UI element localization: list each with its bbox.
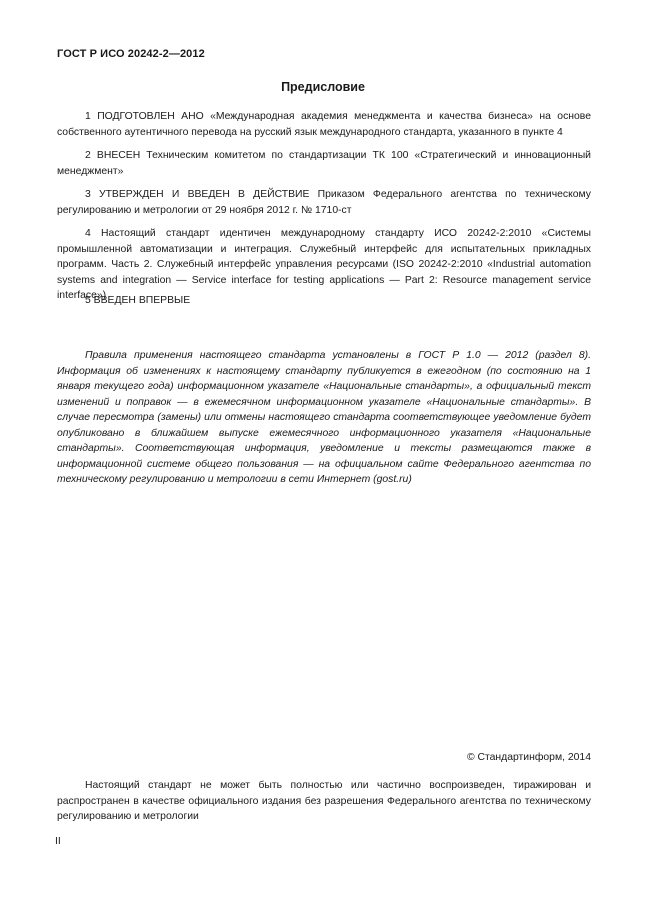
- reproduction-notice: Настоящий стандарт не может быть полностью или частично воспроизведен, тиражирован и распространен в качестве официального издания без разрешения Федерального агентства по техническому регулированию и метрологии: [57, 780, 591, 822]
- paragraph-introduced-by: 2 ВНЕСЕН Техническим комитетом по стандартизации ТК 100 «Стратегический и инновационный менеджмент»: [57, 150, 591, 177]
- paragraph-first-introduced: 5 ВВЕДЕН ВПЕРВЫЕ: [85, 295, 191, 306]
- page-title: Предисловие: [281, 80, 365, 94]
- paragraph-prepared-by: 1 ПОДГОТОВЛЕН АНО «Международная академия менеджмента и качества бизнеса» на основе собственного аутентичного перевода на русский язык международного стандарта, указанного в пункте 4: [57, 111, 591, 138]
- page-number: II: [55, 836, 61, 847]
- document-code: ГОСТ Р ИСО 20242-2—2012: [57, 48, 205, 60]
- rules-notice: Правила применения настоящего стандарта установлены в ГОСТ Р 1.0 — 2012 (раздел 8). Информация об изменениях к настоящему стандарту публикуется в ежегодном (по состоянию на 1 января текущего года) информационном указателе «Национальные стандарты», а официальный текст изменений и поправок — в ежемесячном информационном указателе «Национальные стандарты». В случае пересмотра (замены) или отмены настоящего стандарта соответствующее уведомление будет опубликовано в ближайшем выпуске ежемесячного информационного указателя «Национальные стандарты». Соответствующая информация, уведомление и тексты размещаются также в информационной системе общего пользования — на официальном сайте Федерального агентства по техническому регулированию и метрологии в сети Интернет (gost.ru): [57, 350, 591, 485]
- paragraph-identical-standard: 4 Настоящий стандарт идентичен международному стандарту ИСО 20242-2:2010 «Системы промышленной автоматизации и интеграция. Служебный интерфейс для испытательных прикладных программ. Часть 2. Служебный интерфейс управления ресурсами (ISO 20242-2:2010 «Industrial automation systems and integration — Service interface for testing applications — Part 2: Resource management service interface»): [57, 228, 591, 301]
- copyright-line: © Стандартинформ, 2014: [466, 752, 591, 763]
- paragraph-approved: 3 УТВЕРЖДЕН И ВВЕДЕН В ДЕЙСТВИЕ Приказом Федерального агентства по техническому регулированию и метрологии от 29 ноября 2012 г. № 1710-ст: [57, 189, 591, 216]
